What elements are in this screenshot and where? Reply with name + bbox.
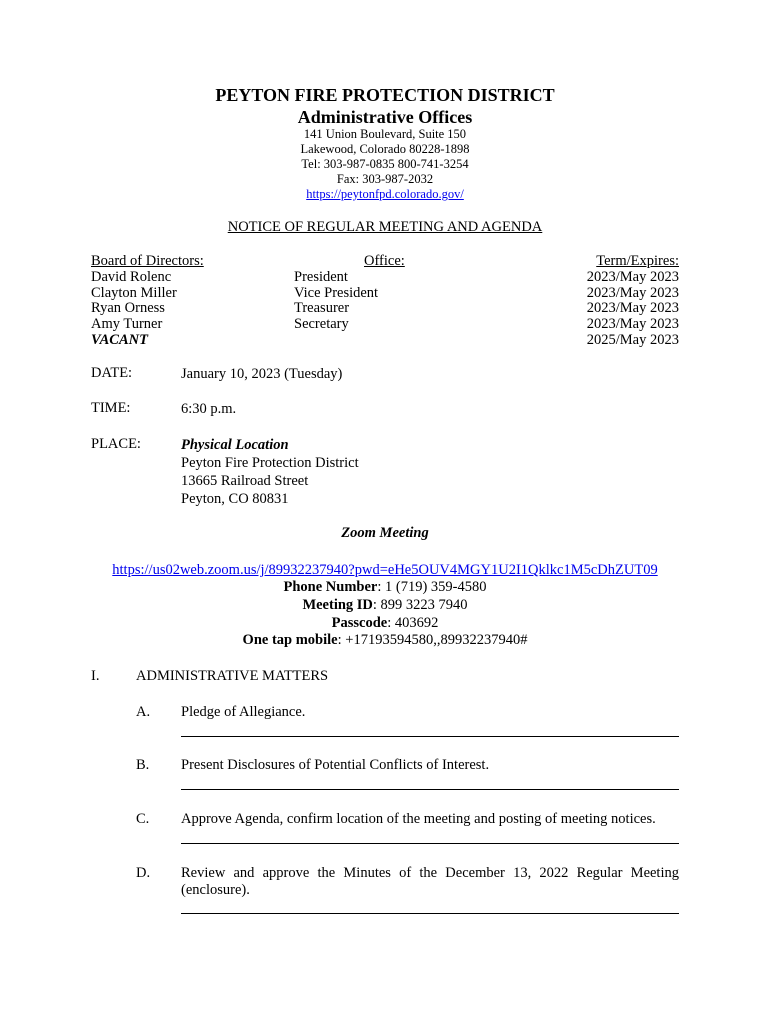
agenda-item-text: Present Disclosures of Potential Conflicts of Interest. <box>181 757 490 773</box>
website-link[interactable]: https://peytonfpd.colorado.gov/ <box>306 187 464 201</box>
zoom-title: Zoom Meeting <box>341 525 429 541</box>
member-term: 2025/May 2023 <box>586 331 679 348</box>
zoom-passcode-value: : 403692 <box>387 615 439 631</box>
place-line: 13665 Railroad Street <box>181 473 309 489</box>
board-member-vacant: VACANT <box>91 331 148 348</box>
office-header: Office: <box>364 253 405 269</box>
agenda-rule <box>181 736 679 737</box>
fax-line: Fax: 303-987-2032 <box>336 172 434 186</box>
time-value: 6:30 p.m. <box>181 401 237 417</box>
member-office: President <box>294 268 348 285</box>
board-member-name: Clayton Miller <box>91 284 177 301</box>
term-header: Term/Expires: <box>596 253 679 269</box>
agenda-item-letter: B. <box>136 757 150 773</box>
zoom-phone-value: : 1 (719) 359-4580 <box>377 579 487 595</box>
zoom-onetap-label: One tap mobile <box>242 632 338 648</box>
date-label: DATE: <box>91 365 133 381</box>
term-column <box>587 254 679 349</box>
agenda-rule <box>181 789 679 790</box>
zoom-phone-label: Phone Number <box>283 579 378 595</box>
place-heading: Physical Location <box>181 437 289 453</box>
zoom-meeting-id <box>0 597 770 614</box>
board-member-name: Ryan Orness <box>91 300 165 317</box>
place-line: Peyton Fire Protection District <box>181 455 359 471</box>
place-block <box>181 436 359 508</box>
notice-title: NOTICE OF REGULAR MEETING AND AGENDA <box>227 219 543 235</box>
agenda-rule <box>181 843 679 844</box>
member-office: Secretary <box>294 316 349 333</box>
board-member-name: Amy Turner <box>91 316 163 333</box>
agenda-item-letter: D. <box>136 865 151 881</box>
member-office: Vice President <box>294 284 379 301</box>
section-title: ADMINISTRATIVE MATTERS <box>136 668 329 684</box>
zoom-link[interactable]: https://us02web.zoom.us/j/89932237940?pwd=eHe5OUV4MGY1U2I1Qklkc1M5cDhZUT09 <box>112 562 658 578</box>
agenda-item-letter: A. <box>136 704 151 720</box>
time-label: TIME: <box>91 400 131 416</box>
org-title: PEYTON FIRE PROTECTION DISTRICT <box>215 85 555 105</box>
zoom-onetap-value: : +17193594580,,89932237940# <box>337 632 528 648</box>
website-row <box>0 187 770 202</box>
zoom-one-tap <box>0 632 770 649</box>
board-member-name: David Rolenc <box>91 268 172 285</box>
address-line-1: 141 Union Boulevard, Suite 150 <box>303 127 467 141</box>
office-column <box>294 254 405 333</box>
office-subtitle: Administrative Offices <box>297 107 473 127</box>
member-office: Treasurer <box>294 300 350 317</box>
zoom-phone <box>0 579 770 596</box>
address-line-2: Lakewood, Colorado 80228-1898 <box>300 142 470 156</box>
phone-line: Tel: 303-987-0835 800-741-3254 <box>301 157 469 171</box>
member-term: 2023/May 2023 <box>586 268 679 285</box>
place-label: PLACE: <box>91 436 141 452</box>
zoom-passcode-label: Passcode <box>331 615 388 631</box>
member-term: 2023/May 2023 <box>586 300 679 317</box>
zoom-link-row <box>0 562 770 579</box>
board-column <box>91 254 204 349</box>
place-line: Peyton, CO 80831 <box>181 491 289 507</box>
agenda-item-letter: C. <box>136 811 150 827</box>
date-value: January 10, 2023 (Tuesday) <box>181 366 343 382</box>
agenda-item-text: Pledge of Allegiance. <box>181 704 306 720</box>
zoom-passcode <box>0 615 770 632</box>
board-header: Board of Directors: <box>91 253 204 269</box>
zoom-id-label: Meeting ID <box>302 597 373 613</box>
zoom-id-value: : 899 3223 7940 <box>372 597 468 613</box>
member-term: 2023/May 2023 <box>586 284 679 301</box>
agenda-item-text: Review and approve the Minutes of the December 13, 2022 Regular Meeting (enclosure). <box>181 865 679 898</box>
member-term: 2023/May 2023 <box>586 316 679 333</box>
agenda-rule <box>181 913 679 914</box>
agenda-item-text: Approve Agenda, confirm location of the meeting and posting of meeting notices. <box>181 811 656 827</box>
section-number: I. <box>91 668 100 684</box>
